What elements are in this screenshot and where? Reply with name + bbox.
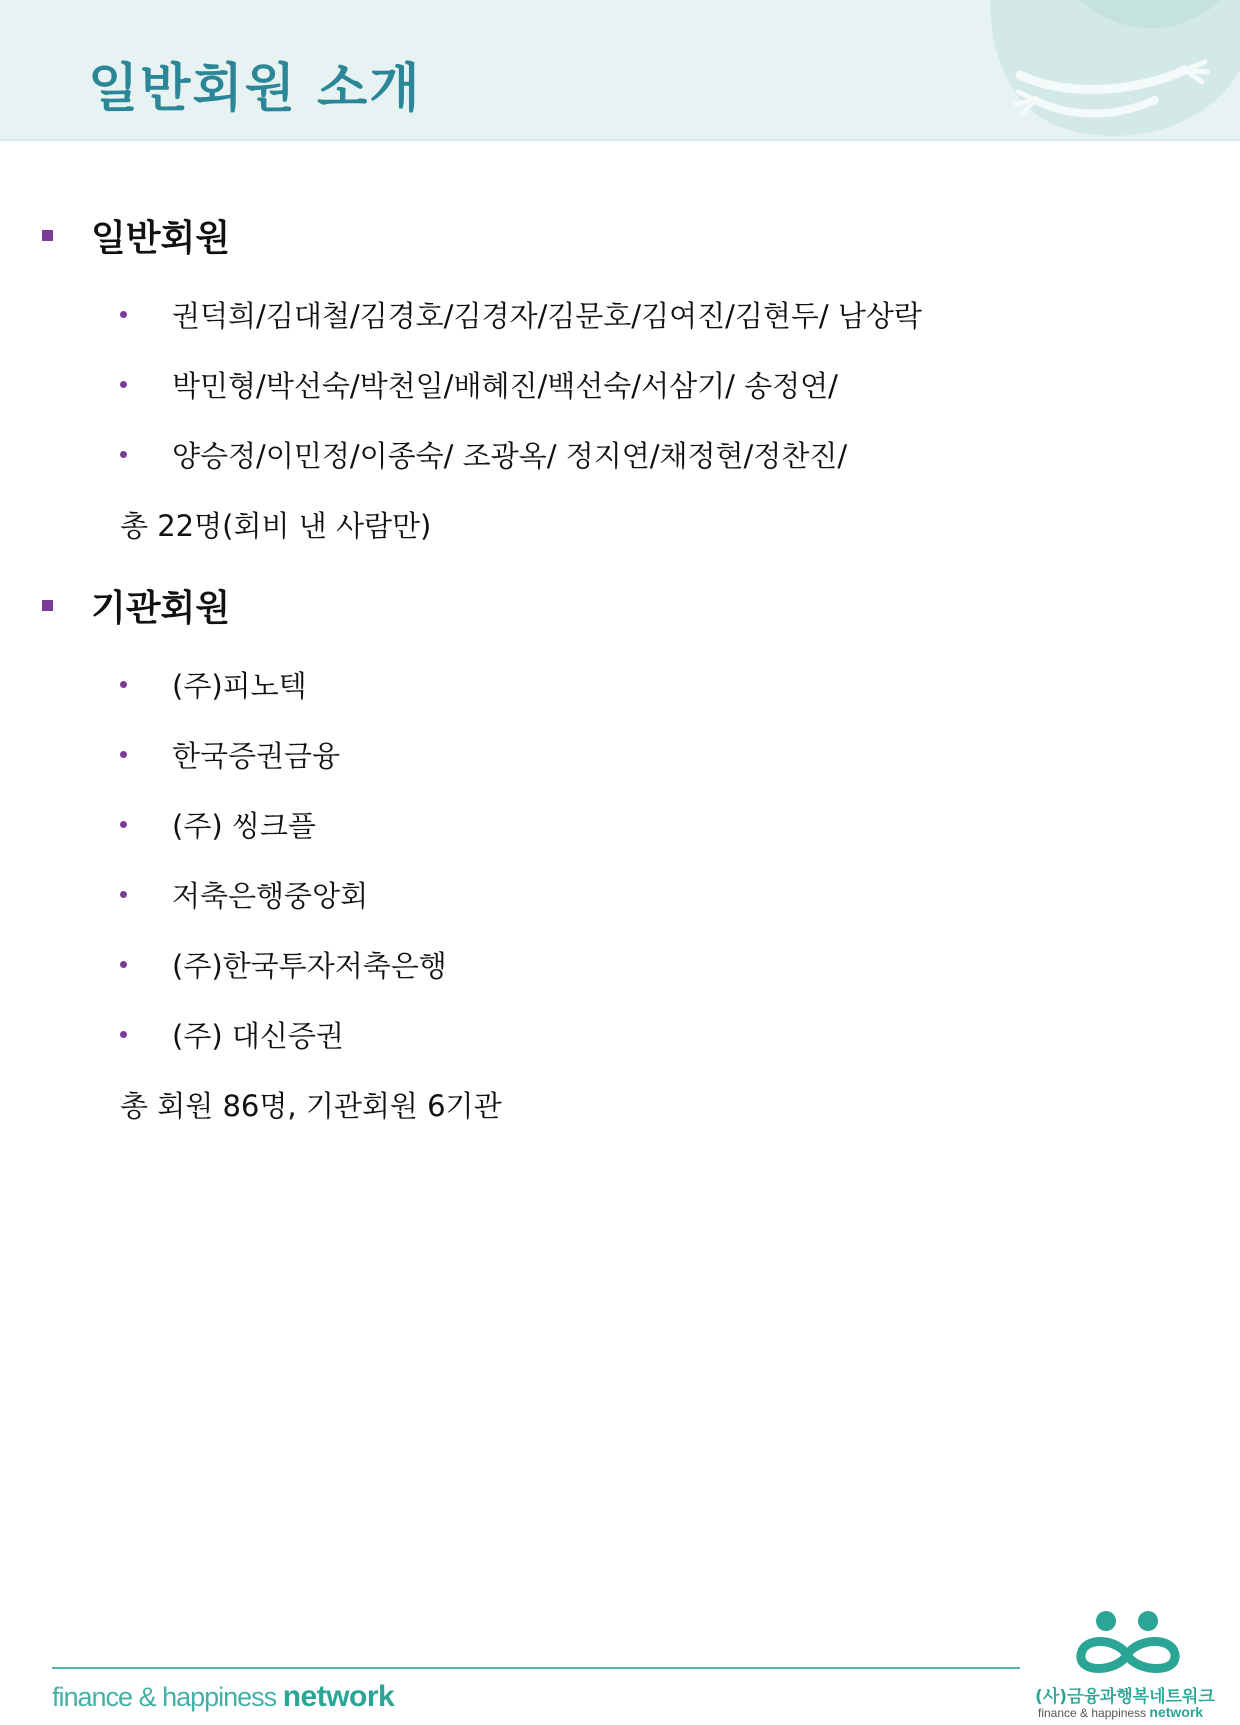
list-item-text: 권덕희/김대철/김경호/김경자/김문호/김여진/김현두/ 남상락 (172, 298, 922, 333)
list-item-text: 저축은행중앙회 (172, 878, 369, 913)
list-item (120, 362, 838, 406)
list-item-text: (주) 대신증권 (172, 1018, 344, 1053)
general-members-total: 총 22명(회비 낸 사람만) (120, 508, 432, 543)
footer-tagline-light: finance & happiness (52, 1682, 283, 1712)
section-general-members (42, 210, 230, 260)
header-divider (0, 139, 1240, 141)
org-tagline-bold: network (1149, 1704, 1204, 1720)
list-item (120, 432, 847, 476)
page-title: 일반회원 소개 (88, 59, 422, 119)
hug-illustration-icon (950, 0, 1240, 140)
org-tagline-light: finance & happiness (1038, 1706, 1150, 1720)
list-item (120, 732, 340, 776)
list-item (120, 292, 922, 336)
bullet-icon (120, 381, 127, 388)
footer-divider (52, 1667, 1020, 1669)
list-item (120, 802, 316, 846)
footer-tagline (52, 1680, 394, 1720)
section-title: 일반회원 (91, 217, 231, 259)
list-item-text: 박민형/박선숙/박천일/배혜진/백선숙/서삼기/ 송정연/ (172, 368, 838, 403)
square-bullet-icon (42, 230, 53, 241)
bullet-icon (120, 751, 127, 758)
footer-tagline-bold: network (282, 1680, 395, 1713)
org-tagline (1038, 1704, 1238, 1720)
square-bullet-icon (42, 600, 53, 611)
bullet-icon (120, 681, 127, 688)
header-band (0, 0, 1240, 140)
section-institutional-members (42, 580, 230, 630)
bullet-icon (120, 311, 127, 318)
org-logo-icon (1065, 1608, 1195, 1680)
list-item (120, 1012, 344, 1056)
list-item-text: 양승정/이민정/이종숙/ 조광옥/ 정지연/채정현/정찬진/ (172, 438, 848, 473)
bullet-icon (120, 821, 127, 828)
list-item-text: (주)한국투자저축은행 (172, 948, 447, 983)
bullet-icon (120, 891, 127, 898)
list-item (120, 662, 307, 706)
members-summary-total: 총 회원 86명, 기관회원 6기관 (120, 1088, 502, 1123)
section-title: 기관회원 (91, 587, 231, 629)
org-name: (사)금융과행복네트워크 (1035, 1687, 1215, 1707)
list-item (120, 942, 447, 986)
list-item-text: 한국증권금융 (172, 738, 341, 773)
list-item-text: (주) 씽크플 (172, 808, 316, 843)
list-item-text: (주)피노텍 (172, 668, 307, 703)
bullet-icon (120, 451, 127, 458)
bullet-icon (120, 1031, 127, 1038)
bullet-icon (120, 961, 127, 968)
list-item (120, 872, 368, 916)
